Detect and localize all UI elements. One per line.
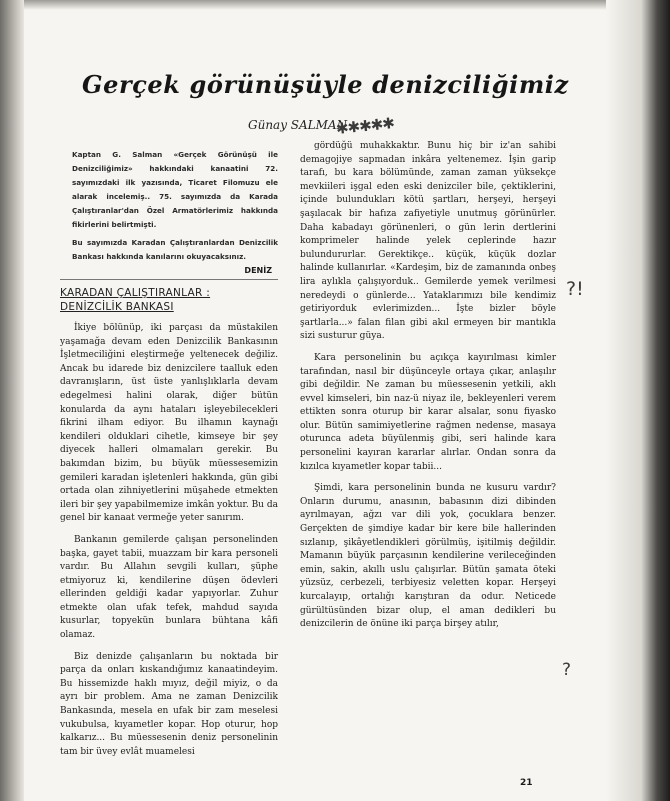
page-number: 21 — [520, 778, 533, 788]
right-body-text — [300, 140, 556, 632]
article-author: Günay SALMAN — [248, 118, 348, 132]
body-paragraph: Şimdi, kara personelinin bunda ne kusuru vardır? Onların durumu, anasının, babasının dizi dibinden ayrılmayan, ağzı var dili yok, çocuklara benzer. Gerçekten de şimdiye kadar bir kere bile hallerinden sızlanıp, şikâyetlendikleri görülmüş, işitilmiş değildir. Mamanın büyük parçasının kendilerine verileceğinden emin, sakin, akıllı uslu çalışırlar. Bütün şamata öteki yüzsüz, cerbezeli, terbiyesiz veletten kopar. Herşeyi kurcalayıp, ortalığı karıştıran da odur. Neticede gürültüsünden bizar olup, el aman dedikleri bu denizcilerin de önüne iki parça birşey atılır, — [300, 483, 556, 630]
intro-paragraph: Bu sayımızda Karadan Çalıştıranlardan Denizcilik Bankası hakkında kanılarını okuyacaksınız. — [72, 238, 278, 261]
section-heading-line: DENİZCİLİK BANKASI — [60, 301, 174, 313]
handwritten-stars-annotation: ✱✱✱✱✱ — [335, 114, 395, 138]
body-paragraph: Biz denizde çalışanların bu noktada bir parça da onları kıskandığımız kanaatindeyim. Bu hissemizde haklı mıyız, değil miyiz, o da ayrı bir problem. Ama ne zaman Denizcilik Bankasında, mesela en ufak bir zam meselesi vukubulsa, kıyametler kopar. Hop oturur, hop kalkarız... Bu müessesenin deniz personelinin tam bir üvey evlât muamelesi — [60, 651, 278, 757]
editor-intro — [60, 148, 278, 264]
body-paragraph: gördüğü muhakkaktır. Bunu hiç bir iz'an sahibi demagojiye sapmadan inkâra yeltenemez. İşin garip tarafı, bu kara bölümünde, zaman zaman yüksekçe mevkiileri işgal eden eski denizciler bile, çektiklerini, içinde bulundukları kötü şartları, herşeyi, herşeyi şaşılacak bir hafıza zafiyetiyle unutmuş görünürler. Daha kabadayı görünenleri, o gün lerin dertlerini komprimeler halinde yelek ceplerinde hazır bulundururlar. Gerektikçe.. küçük, küçük dozlar halinde kullanırlar. «Kardeşim, biz de zamanında onbeş lira aylıkla çalışıyorduk.. Gemilerde yemek verilmesi neredeydi o günlerde... Yataklarımızı bile kendimiz getiriyorduk evlerimizden... İşte bizler böyle şartlarla...» falan filan gibi akıl ermeyen bir mantıkla sizi susturur güya. — [300, 141, 556, 342]
margin-annotation-question-mark: ? — [562, 660, 572, 680]
body-paragraph: Bankanın gemilerde çalışan personelinden başka, gayet tabii, muazzam bir kara personeli vardır. Bu Allahın sevgili kulları, şüphe etmiyoruz ki, kendilerine düşen ödevleri ellerinden geldiği kadar yapıyorlar. Zuhur etmekte olan ufak tefek, mahdud sayıda kusurlar, topyekün bunlara bühtana kâfi olamaz. — [60, 534, 278, 641]
margin-annotation-question-exclaim: ?! — [566, 278, 584, 300]
article-title: Gerçek görünüşüyle denizciliğimiz — [82, 70, 569, 99]
body-paragraph: Kara personelinin bu açıkça kayırılması kimler tarafından, nasıl bir düşünceyle ortaya çıkar, anlaşılır gibi değildir. Ne zaman bu müessesenin yetkili, aklı evvel kimseleri, bin naz-ü niyaz ile, bekleyenleri verem ettikten sonra oturup bir karar alsalar, sonu fiyasko olur. Bütün samimiyetlerine rağmen nedense, masaya oturunca adeta büyülenmiş gibi, seri halinde kara personelini kayıran kararlar alırlar. Ondan sonra da kızılca kıyametler kopar tabii... — [300, 352, 556, 472]
right-column — [300, 140, 556, 640]
book-spine-shadow — [0, 0, 24, 801]
page-edge-shadow — [606, 0, 670, 801]
page-top-shadow — [0, 0, 670, 10]
section-divider — [60, 279, 278, 280]
section-heading — [60, 286, 278, 314]
left-body-text — [60, 322, 278, 759]
section-heading-line: KARADAN ÇALIŞTIRANLAR : — [60, 287, 211, 299]
intro-signoff: DENİZ — [244, 266, 272, 275]
intro-paragraph: Kaptan G. Salman «Gerçek Görünüşü ile Denizciliğimiz» hakkındaki kanaatini 72. sayımızdaki ilk yazısında, Ticaret Filomuzu ele alarak incelemiş.. 75. sayımızda da Karada Çalıştıranlar'dan Özel Armatörlerimiz hakkında fikirlerini belirtmişti. — [72, 150, 278, 229]
left-column — [60, 140, 278, 767]
body-paragraph: İkiye bölünüp, iki parçası da müstakilen yaşamağa devam eden Denizcilik Bankasının İşletmeciliğini eleştirmeğe yeltenecek değiliz. Ancak bu idarede biz denizcilere taalluk eden davranışların, üst üste yanlışlıklarla devam edegelmesi halini olarak, diğer bütün konularda da aynı hataları işleyebilecekleri fikrini ilham ediyor. Bu ilhamın kaynağı kendileri olduklari cihetle, kimseye bir şey diyecek halleri olmamaları gerekir. Bu bakımdan bizim, bu büyük müessesemizin gemileri karadan işletenleri hakkında, gün gibi ortada olan zihniyetlerini müşahede etmekten ileri bir şey yapabilmemize imkân yoktur. Bu da genel bir kanaat vermeğe yeter sanırım. — [60, 323, 278, 524]
